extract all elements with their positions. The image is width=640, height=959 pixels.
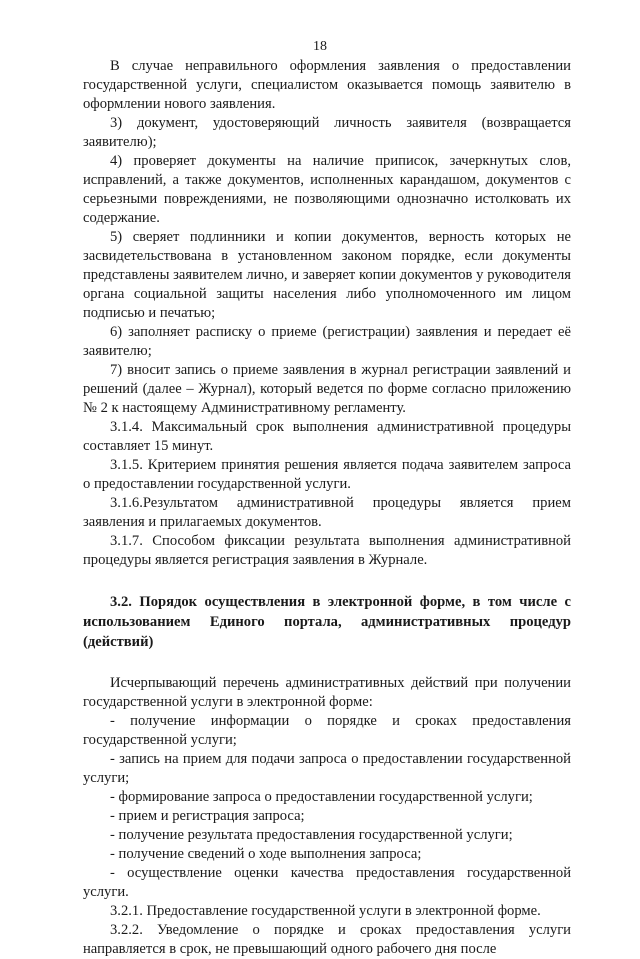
list-intro: Исчерпывающий перечень административных действий при получении государственной услуги в электронной форме:: [83, 675, 571, 710]
section-heading: 3.2. Порядок осуществления в электронной форме, в том числе с использованием Единого портала, административных процедур (действий): [83, 594, 571, 650]
list-item: - запись на прием для подачи запроса о предоставлении государственной услуги;: [83, 751, 571, 786]
paragraph: 7) вносит запись о приеме заявления в журнал регистрации заявлений и решений (далее – Журнал), который ведется по форме согласно приложению № 2 к настоящему Административному регламенту.: [83, 362, 571, 416]
paragraph: 3.1.4. Максимальный срок выполнения административной процедуры составляет 15 минут.: [83, 419, 571, 454]
list-item: - получение сведений о ходе выполнения запроса;: [110, 846, 422, 862]
list-item: - получение результата предоставления государственной услуги;: [110, 827, 513, 843]
page-number: 18: [313, 39, 327, 54]
list-item: - осуществление оценки качества предоставления государственной услуги.: [83, 865, 571, 900]
paragraph: 3.2.2. Уведомление о порядке и сроках предоставления услуги направляется в срок, не превышающий одного рабочего дня после: [83, 922, 571, 957]
paragraph: В случае неправильного оформления заявления о предоставлении государственной услуги, специалистом оказывается помощь заявителю в оформлении нового заявления.: [83, 58, 571, 112]
paragraph: 3) документ, удостоверяющий личность заявителя (возвращается заявителю);: [83, 115, 571, 150]
paragraph: 6) заполняет расписку о приеме (регистрации) заявления и передает её заявителю;: [83, 324, 571, 359]
paragraph: 4) проверяет документы на наличие приписок, зачеркнутых слов, исправлений, а также документов, исполненных карандашом, документов с серьезными повреждениями, не позволяющими однозначно истолковать их содержание.: [83, 153, 571, 226]
paragraph: 5) сверяет подлинники и копии документов, верность которых не засвидетельствована в установленном законом порядке, если документы представлены заявителем лично, и заверяет копии документов у руководителя органа социальной защиты населения либо уполномоченного им лицом подписью и печатью;: [83, 229, 571, 321]
paragraph: 3.1.5. Критерием принятия решения является подача заявителем запроса о предоставлении государственной услуги.: [83, 457, 571, 492]
list-item: - прием и регистрация запроса;: [110, 808, 305, 824]
page-content: [83, 57, 571, 959]
paragraph: 3.1.6.Результатом административной процедуры является прием заявления и прилагаемых документов.: [83, 495, 571, 530]
list-item: - получение информации о порядке и сроках предоставления государственной услуги;: [83, 713, 571, 748]
list-item: - формирование запроса о предоставлении государственной услуги;: [110, 789, 533, 805]
paragraph: 3.2.1. Предоставление государственной услуги в электронной форме.: [110, 903, 541, 919]
paragraph: 3.1.7. Способом фиксации результата выполнения административной процедуры является регистрация заявления в Журнале.: [83, 533, 571, 568]
